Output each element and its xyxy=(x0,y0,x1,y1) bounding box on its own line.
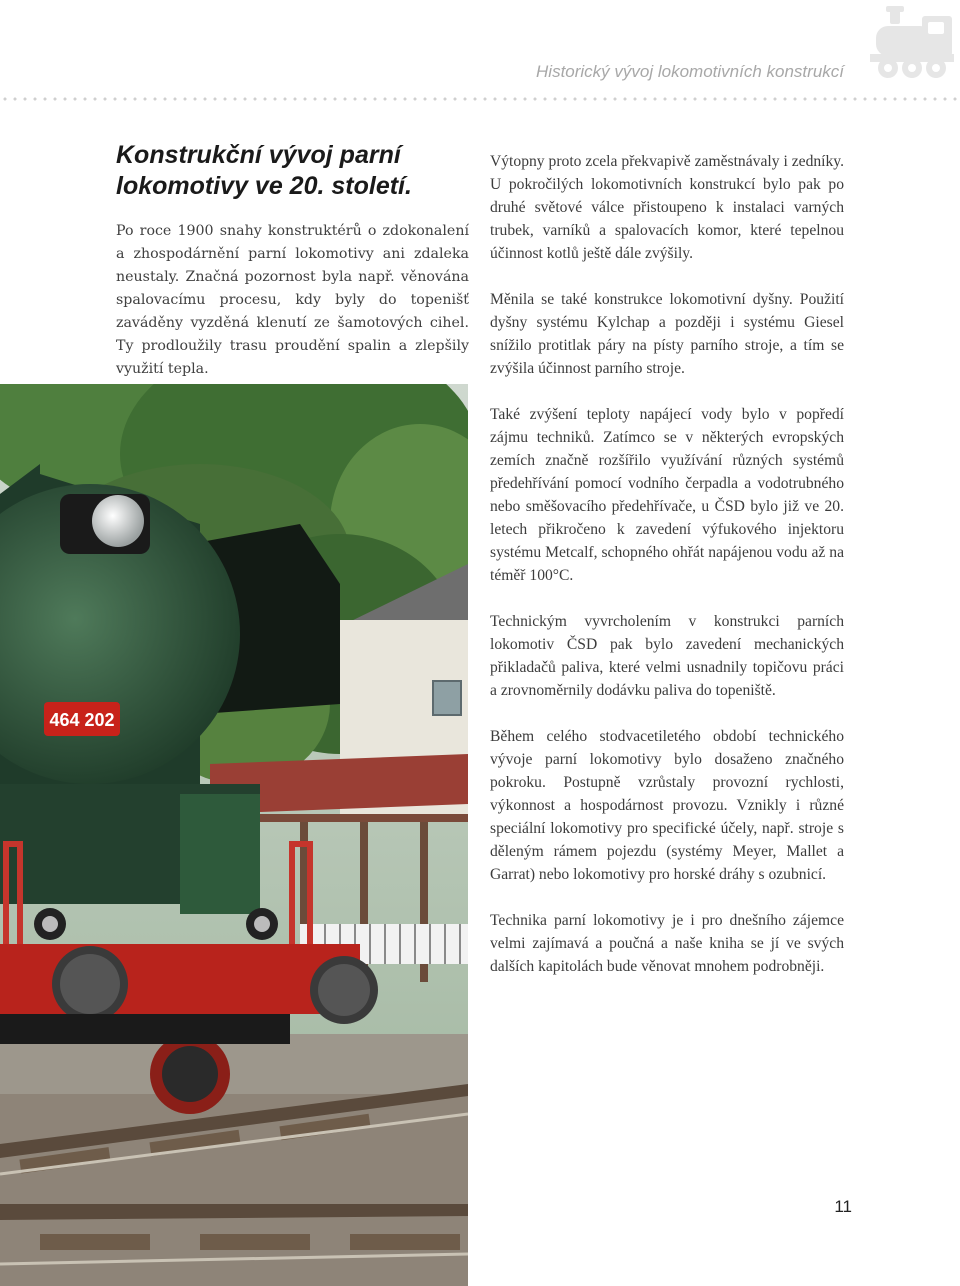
intro-paragraph: Po roce 1900 snahy konstruktérů o zdokonalení a zhospodárnění parní lokomotivy ani zdaleka neustaly. Značná pozornost byla např. věnována spalovacímu procesu, kdy byly do topenišť zaváděny vyzděná klenutí ze šamotových cihel. Ty prodloužily trasu proudění spalin a zlepšily využití tepla. xyxy=(116,223,469,377)
steam-locomotive-icon xyxy=(870,6,954,82)
paragraph: Technickým vyvrcholením v konstrukci parních lokomotiv ČSD pak bylo zavedení mechanických přikladačů paliva, které velmi usnadnily topičovu práci a zrovnoměrnily dodávku paliva do topeniště. xyxy=(490,613,844,699)
paragraph: Technika parní lokomotivy je i pro dnešního zájemce velmi zajímavá a poučná a naše kniha se jí ve svých dalších kapitolách bude věnovat mnohem podrobněji. xyxy=(490,912,844,975)
paragraph: Také zvýšení teploty napájecí vody bylo v popředí zájmu techniků. Zatímco se v některých evropských zemích značně rozšířilo využívání různých systémů předehřívání pomocí vodního čerpadla a vodotrubného nebo směšovacího předehřívače, u ČSD bylo již ve 20. letech přikročeno k zavedení výfukového injektoru systému Metcalf, schopného ohřát napájenou vodu až na téměř 100°C. xyxy=(490,406,844,584)
paragraph: Měnila se také konstrukce lokomotivní dyšny. Použití dyšny systému Kylchap a později i systému Giesel snížilo protitlak páry na písty parního stroje, a tím se zvýšila účinnost parního stroje. xyxy=(490,291,844,377)
right-text-column xyxy=(490,150,844,1001)
header-dotted-divider xyxy=(0,96,960,102)
locomotive-photo xyxy=(0,384,468,1286)
running-header: Historický vývoj lokomotivních konstrukcí xyxy=(536,62,844,81)
article-title: Konstrukční vývoj parní lokomotivy ve 20. století. xyxy=(116,141,412,200)
page-number: 11 xyxy=(834,1197,852,1216)
number-plate: 464 202 xyxy=(49,710,115,730)
paragraph: Výtopny proto zcela překvapivě zaměstnávaly i zedníky. U pokročilých lokomotivních konstrukcí bylo pak po druhé světové válce přistoupeno k instalaci varných trubek, varníků a spalovacích komor, které tepelnou účinnost kotlů ještě dále zvýšily. xyxy=(490,153,844,262)
paragraph: Během celého stodvacetiletého období technického vývoje parní lokomotivy bylo dosaženo značného pokroku. Postupně vzrůstaly provozní rychlosti, výkonnost a hospodárnost provozu. Vznikly i různé speciální lokomotivy pro specifické účely, např. stroje s děleným rámem pojezdu (systémy Meyer, Mallet a Garrat) nebo lokomotivy pro horské dráhy s ozubnicí. xyxy=(490,728,844,883)
